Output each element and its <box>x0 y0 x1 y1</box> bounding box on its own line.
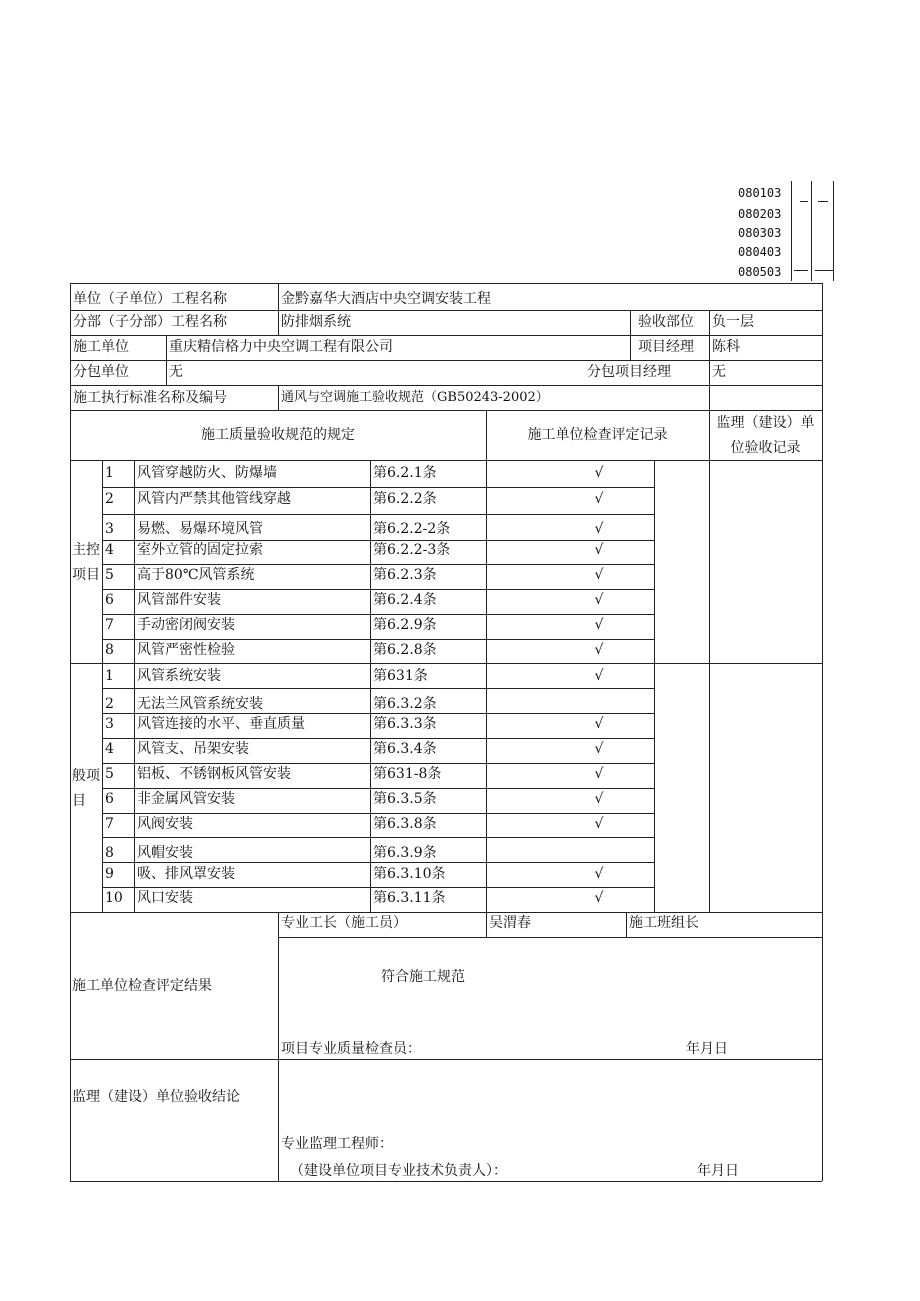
item-number: 5 <box>105 766 114 782</box>
code-dash <box>818 201 828 202</box>
subcontractor-pm-value: 无 <box>712 364 726 380</box>
item-number: 9 <box>105 866 114 882</box>
item-number: 7 <box>105 617 114 633</box>
item-check-mark: √ <box>594 642 604 658</box>
item-check-mark: √ <box>594 465 604 481</box>
item-name: 风管穿越防火、防爆墙 <box>137 465 277 481</box>
code-divider <box>811 181 812 281</box>
item-number: 1 <box>105 465 114 481</box>
code-dash <box>815 270 833 271</box>
item-number: 1 <box>105 668 114 684</box>
owner-tech-lead-label: （建设单位项目专业技术负责人）： <box>290 1163 507 1179</box>
item-clause: 第6.2.8条 <box>373 642 437 658</box>
project-manager-value: 陈科 <box>712 339 740 355</box>
item-clause: 第6.3.9条 <box>373 845 437 861</box>
inspection-conclusion: 符合施工规范 <box>381 969 465 985</box>
item-clause: 第6.3.10条 <box>373 866 446 882</box>
item-clause: 第6.3.8条 <box>373 816 437 832</box>
project-manager-label: 项目经理 <box>638 339 694 355</box>
item-check-mark: √ <box>594 668 604 684</box>
spec-column-header: 施工质量验收规范的规定 <box>201 427 355 443</box>
supervising-engineer-label: 专业监理工程师： <box>281 1136 393 1152</box>
item-clause: 第6.2.2条 <box>373 491 437 507</box>
item-number: 4 <box>105 741 114 757</box>
item-check-mark: √ <box>594 741 604 757</box>
standard-label: 施工执行标准名称及编号 <box>73 390 227 406</box>
item-check-mark: √ <box>594 866 604 882</box>
item-clause: 第6.3.4条 <box>373 741 437 757</box>
item-clause: 第6.2.2-3条 <box>373 542 451 558</box>
item-check-mark: √ <box>594 542 604 558</box>
item-number: 2 <box>105 696 114 712</box>
item-number: 2 <box>105 491 114 507</box>
code-dash <box>800 201 808 202</box>
item-name: 风管部件安装 <box>137 592 221 608</box>
item-name: 风管严密性检验 <box>137 642 235 658</box>
code-divider <box>791 181 792 281</box>
standard-value: 通风与空调施工验收规范（GB50243-2002） <box>281 390 549 405</box>
item-name: 风管支、吊架安装 <box>137 741 249 757</box>
form-code: 080403 <box>738 245 782 259</box>
supervise-column-header: 位验收记录 <box>730 440 801 456</box>
contractor-label: 施工单位 <box>73 339 129 355</box>
item-clause: 第631条 <box>373 668 428 684</box>
item-name: 非金属风管安装 <box>137 791 235 807</box>
team-leader-label: 施工班组长 <box>629 915 699 931</box>
supervise-column-header: 监理（建设）单 <box>716 415 815 431</box>
form-code: 080503 <box>738 265 782 279</box>
subcontractor-value: 无 <box>169 364 183 380</box>
item-number: 5 <box>105 567 114 583</box>
item-name: 室外立管的固定拉索 <box>137 542 263 558</box>
acceptance-part-value: 负一层 <box>712 314 754 330</box>
sub-project-value: 防排烟系统 <box>281 314 351 330</box>
item-clause: 第6.3.11条 <box>373 890 446 906</box>
item-clause: 第6.2.9条 <box>373 617 437 633</box>
subcontractor-label: 分包单位 <box>73 364 129 380</box>
item-number: 3 <box>105 521 114 537</box>
item-check-mark: √ <box>594 567 604 583</box>
unit-name-value: 金黔嘉华大酒店中央空调安装工程 <box>281 291 491 307</box>
item-clause: 第6.2.4条 <box>373 592 437 608</box>
item-clause: 第6.2.2-2条 <box>373 521 451 537</box>
item-clause: 第6.3.2条 <box>373 696 437 712</box>
item-clause: 第631-8条 <box>373 766 442 782</box>
item-number: 8 <box>105 642 114 658</box>
item-check-mark: √ <box>594 592 604 608</box>
supervision-date-label: 年月日 <box>697 1163 739 1179</box>
item-name: 风管系统安装 <box>137 668 221 684</box>
item-number: 4 <box>105 542 114 558</box>
item-number: 7 <box>105 816 114 832</box>
item-number: 6 <box>105 592 114 608</box>
item-name: 风管连接的水平、垂直质量 <box>137 716 305 732</box>
main-control-label: 项目 <box>72 567 100 583</box>
acceptance-part-label: 验收部位 <box>638 314 694 330</box>
main-control-label: 主控 <box>72 542 100 558</box>
item-name: 风阀安装 <box>137 816 193 832</box>
form-code: 080203 <box>738 207 782 221</box>
result-date-label: 年月日 <box>686 1041 728 1057</box>
item-check-mark: √ <box>594 791 604 807</box>
item-number: 6 <box>105 791 114 807</box>
item-name: 吸、排风罩安装 <box>137 866 235 882</box>
check-column-header: 施工单位检查评定记录 <box>527 427 668 443</box>
form-code: 080303 <box>738 226 782 240</box>
item-name: 高于80℃风管系统 <box>137 567 255 583</box>
supervision-conclusion-label: 监理（建设）单位验收结论 <box>72 1089 240 1105</box>
item-check-mark: √ <box>594 617 604 633</box>
unit-name-label: 单位（子单位）工程名称 <box>73 291 227 307</box>
item-clause: 第6.3.3条 <box>373 716 437 732</box>
item-clause: 第6.2.1条 <box>373 465 437 481</box>
general-items-label: 目 <box>72 793 86 809</box>
item-name: 铝板、不锈钢板风管安装 <box>137 766 291 782</box>
item-check-mark: √ <box>594 716 604 732</box>
item-name: 无法兰风管系统安装 <box>137 696 263 712</box>
item-clause: 第6.2.3条 <box>373 567 437 583</box>
item-check-mark: √ <box>594 890 604 906</box>
item-check-mark: √ <box>594 491 604 507</box>
general-items-label: 般项 <box>72 768 100 784</box>
item-check-mark: √ <box>594 521 604 537</box>
form-code: 080103 <box>738 186 782 200</box>
contractor-result-label: 施工单位检查评定结果 <box>72 978 212 994</box>
item-number: 3 <box>105 716 114 732</box>
item-number: 10 <box>105 890 123 906</box>
subcontractor-pm-label: 分包项目经理 <box>587 364 671 380</box>
item-name: 风口安装 <box>137 890 193 906</box>
item-check-mark: √ <box>594 816 604 832</box>
foreman-label: 专业工长（施工员） <box>281 915 407 931</box>
sub-project-label: 分部（子分部）工程名称 <box>73 314 227 330</box>
foreman-value: 吴渭春 <box>489 915 531 931</box>
item-name: 易燃、易爆环境风管 <box>137 521 263 537</box>
item-name: 风帽安装 <box>137 845 193 861</box>
code-dash <box>794 270 808 271</box>
item-check-mark: √ <box>594 766 604 782</box>
contractor-value: 重庆精信格力中央空调工程有限公司 <box>169 339 393 355</box>
quality-inspector-label: 项目专业质量检查员： <box>281 1041 421 1057</box>
item-name: 风管内严禁其他管线穿越 <box>137 491 291 507</box>
code-divider <box>833 181 834 281</box>
item-clause: 第6.3.5条 <box>373 791 437 807</box>
item-name: 手动密闭阀安装 <box>137 617 235 633</box>
item-number: 8 <box>105 845 114 861</box>
